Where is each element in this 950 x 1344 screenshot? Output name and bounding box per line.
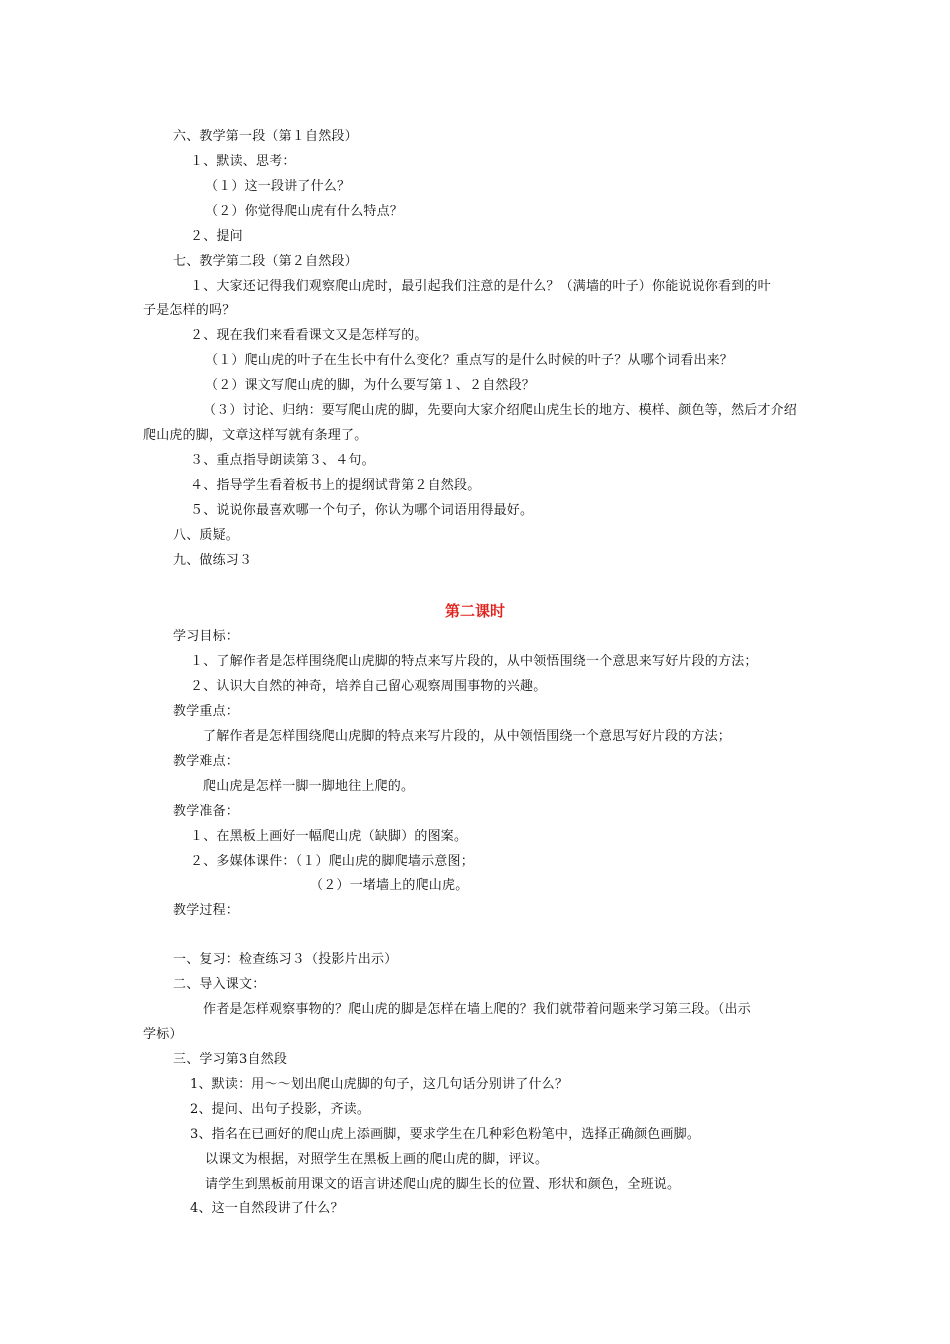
label-preparation: 教学准备：	[173, 804, 240, 819]
label-difficulty: 教学难点：	[173, 754, 240, 769]
section-heading-6: 六、教学第一段（第１自然段）	[173, 129, 358, 144]
text-line: 以课文为根据，对照学生在黑板上画的爬山虎的脚，评议。	[205, 1152, 549, 1167]
text-line: （１）爬山虎的叶子在生长中有什么变化？重点写的是什么时候的叶子？从哪个词看出来？	[205, 353, 734, 368]
label-process: 教学过程：	[173, 903, 240, 918]
text-line: ３、重点指导朗读第３、４句。	[190, 453, 375, 468]
text-line: （２）你觉得爬山虎有什么特点？	[205, 204, 404, 219]
text-line: （２）一堵墙上的爬山虎。	[310, 878, 469, 893]
text-line: ２、认识大自然的神奇，培养自己留心观察周围事物的兴趣。	[190, 679, 547, 694]
label-key-points: 教学重点：	[173, 704, 240, 719]
section-heading-9: 九、做练习３	[173, 553, 253, 568]
text-line: 爬山虎是怎样一脚一脚地往上爬的。	[203, 779, 415, 794]
text-line: ２、提问	[190, 229, 243, 244]
section-heading-8: 八、质疑。	[173, 528, 240, 543]
text-line: 2、提问、出句子投影，齐读。	[190, 1102, 371, 1117]
lesson-title: 第二课时	[444, 602, 505, 620]
text-line: １、了解作者是怎样围绕爬山虎脚的特点来写片段的，从中领悟围绕一个意思来写好片段的方法；	[190, 654, 758, 669]
section-heading-7: 七、教学第二段（第２自然段）	[173, 254, 358, 269]
text-line: 学标）	[143, 1027, 183, 1042]
text-line: 请学生到黑板前用课文的语言讲述爬山虎的脚生长的位置、形状和颜色，全班说。	[205, 1177, 681, 1192]
text-line: （３）讨论、归纳：要写爬山虎的脚，先要向大家介绍爬山虎生长的地方、模样、颜色等，然后才介绍	[203, 403, 798, 418]
text-line: （１）这一段讲了什么？	[205, 179, 351, 194]
label-goals: 学习目标：	[173, 629, 240, 644]
text-line: 作者是怎样观察事物的？爬山虎的脚是怎样在墙上爬的？我们就带着问题来学习第三段。（出示	[203, 1002, 751, 1017]
text-line: １、大家还记得我们观察爬山虎时，最引起我们注意的是什么？（满墙的叶子）你能说说你看到的叶	[190, 279, 771, 294]
text-line: 爬山虎的脚，文章这样写就有条理了。	[143, 428, 368, 443]
text-line: （２）课文写爬山虎的脚，为什么要写第１、２自然段？	[205, 378, 536, 393]
section-heading-2: 二、导入课文：	[173, 977, 266, 992]
section-heading-1: 一、复习：检查练习３（投影片出示）	[173, 952, 398, 967]
text-line: 4、这一自然段讲了什么？	[190, 1201, 344, 1216]
text-line: ２、多媒体课件：（１）爬山虎的脚爬墙示意图；	[190, 854, 474, 869]
text-line: １、在黑板上画好一幅爬山虎（缺脚）的图案。	[190, 829, 468, 844]
text-line: ５、说说你最喜欢哪一个句子，你认为哪个词语用得最好。	[190, 503, 534, 518]
text-line: 了解作者是怎样围绕爬山虎脚的特点来写片段的，从中领悟围绕一个意思写好片段的方法；	[203, 729, 732, 744]
text-line: 1、默读：用～～划出爬山虎脚的句子，这几句话分别讲了什么？	[190, 1077, 569, 1092]
text-line: 3、指名在已画好的爬山虎上添画脚，要求学生在几种彩色粉笔中，选择正确颜色画脚。	[190, 1127, 701, 1142]
text-line: １、默读、思考：	[190, 154, 296, 169]
section-heading-3: 三、学习第3自然段	[173, 1052, 288, 1067]
text-line: ２、现在我们来看看课文又是怎样写的。	[190, 328, 428, 343]
text-line: ４、指导学生看着板书上的提纲试背第２自然段。	[190, 478, 481, 493]
text-line: 子是怎样的吗？	[143, 303, 236, 318]
